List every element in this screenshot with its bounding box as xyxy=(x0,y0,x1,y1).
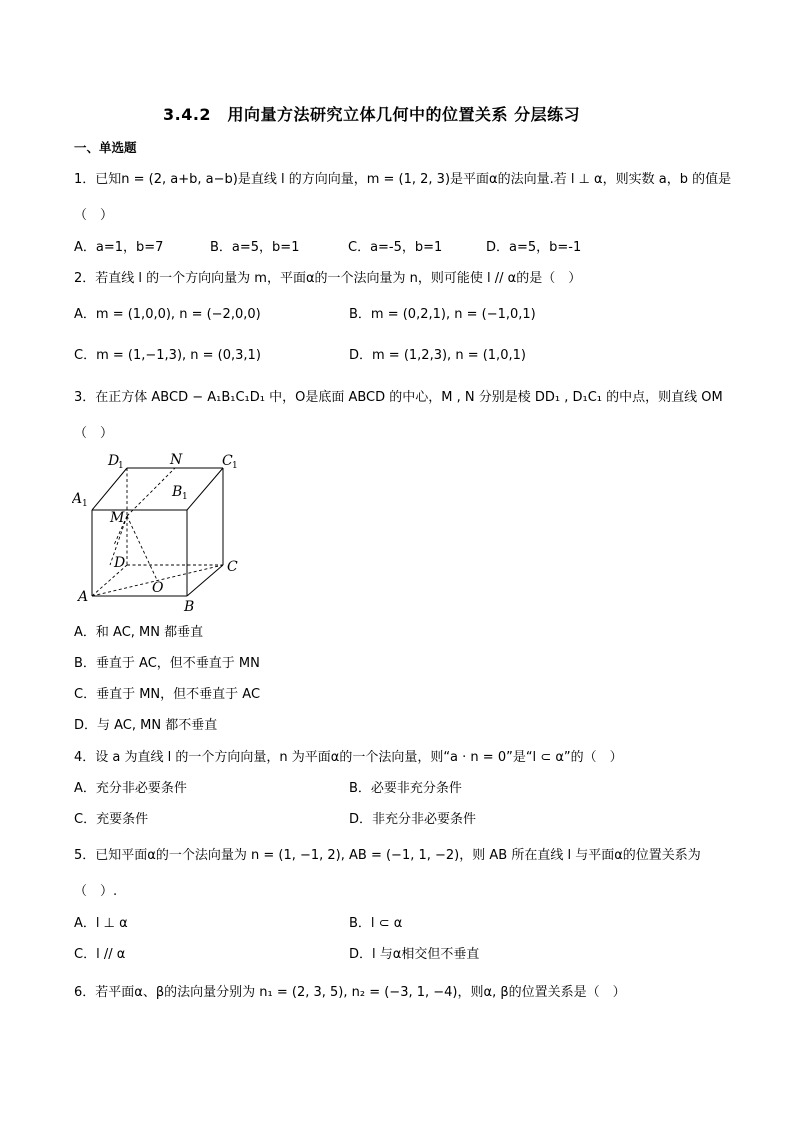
label-c1: C xyxy=(222,453,233,469)
label-d: D xyxy=(114,555,126,571)
question-1-option-c: C．a=-5，b=1 xyxy=(348,240,443,255)
question-1-option-d: D．a=5，b=-1 xyxy=(486,240,582,255)
label-b1: B xyxy=(172,484,183,500)
label-n: N xyxy=(170,452,183,468)
label-b: B xyxy=(184,599,195,615)
question-1-stem: 1．已知n = (2, a+b, a−b)是直线 l 的方向向量，m = (1, 2, 3)是平面α的法向量.若 l ⊥ α，则实数 a，b 的值是 xyxy=(74,172,732,187)
question-3-option-a: A．和 AC, MN 都垂直 xyxy=(74,625,204,640)
question-1-bracket: （ ） xyxy=(74,208,114,223)
question-4-option-d: D．非充分非必要条件 xyxy=(349,812,477,827)
question-3-option-c: C．垂直于 MN，但不垂直于 AC xyxy=(74,687,261,702)
label-c1-sub: 1 xyxy=(232,461,238,471)
page-title: 3.4.2 用向量方法研究立体几何中的位置关系 分层练习 xyxy=(163,105,581,124)
label-b1-sub: 1 xyxy=(182,492,188,502)
question-4-option-b: B．必要非充分条件 xyxy=(349,781,462,796)
cube-figure xyxy=(72,449,248,615)
question-5-option-c: C．l // α xyxy=(74,947,126,962)
question-5-bracket: （ ）. xyxy=(74,884,118,899)
question-1-option-b: B．a=5，b=1 xyxy=(210,240,300,255)
question-3-option-b: B．垂直于 AC，但不垂直于 MN xyxy=(74,656,260,671)
question-3-option-d: D．与 AC, MN 都不垂直 xyxy=(74,718,218,733)
question-3-stem: 3．在正方体 ABCD − A₁B₁C₁D₁ 中，O是底面 ABCD 的中心，M , N 分别是棱 DD₁ , D₁C₁ 的中点，则直线 OM xyxy=(74,390,723,405)
section-heading: 一、单选题 xyxy=(74,140,137,155)
question-5-stem: 5．已知平面α的一个法向量为 n = (1, −1, 2), AB = (−1, 1, −2)，则 AB 所在直线 l 与平面α的位置关系为 xyxy=(74,848,701,863)
label-m: M xyxy=(110,510,125,526)
question-2-option-d: D．m = (1,2,3), n = (1,0,1) xyxy=(349,348,526,363)
label-d1: D xyxy=(108,453,120,469)
question-4-option-a: A．充分非必要条件 xyxy=(74,781,187,796)
question-2-option-a: A．m = (1,0,0), n = (−2,0,0) xyxy=(74,307,261,322)
question-5-option-b: B．l ⊂ α xyxy=(349,916,403,931)
question-2-stem: 2．若直线 l 的一个方向向量为 m，平面α的一个法向量为 n，则可能使 l // α的是（ ） xyxy=(74,271,582,286)
label-d1-sub: 1 xyxy=(118,461,124,471)
label-a1-sub: 1 xyxy=(82,499,88,509)
question-3-bracket: （ ） xyxy=(74,426,114,441)
question-4-stem: 4．设 a 为直线 l 的一个方向向量，n 为平面α的一个法向量，则“a · n = 0”是“l ⊂ α”的（ ） xyxy=(74,750,623,765)
question-1-option-a: A．a=1，b=7 xyxy=(74,240,164,255)
question-6-stem: 6．若平面α、β的法向量分别为 n₁ = (2, 3, 5), n₂ = (−3, 1, −4)，则α, β的位置关系是（ ） xyxy=(74,985,626,1000)
label-c: C xyxy=(227,559,238,575)
question-2-option-c: C．m = (1,−1,3), n = (0,3,1) xyxy=(74,348,261,363)
question-5-option-d: D．l 与α相交但不垂直 xyxy=(349,947,480,962)
question-2-option-b: B．m = (0,2,1), n = (−1,0,1) xyxy=(349,307,536,322)
question-5-option-a: A．l ⊥ α xyxy=(74,916,128,931)
question-4-option-c: C．充要条件 xyxy=(74,812,149,827)
label-a: A xyxy=(78,589,89,605)
label-o: O xyxy=(152,580,164,596)
label-a1: A xyxy=(72,491,83,507)
